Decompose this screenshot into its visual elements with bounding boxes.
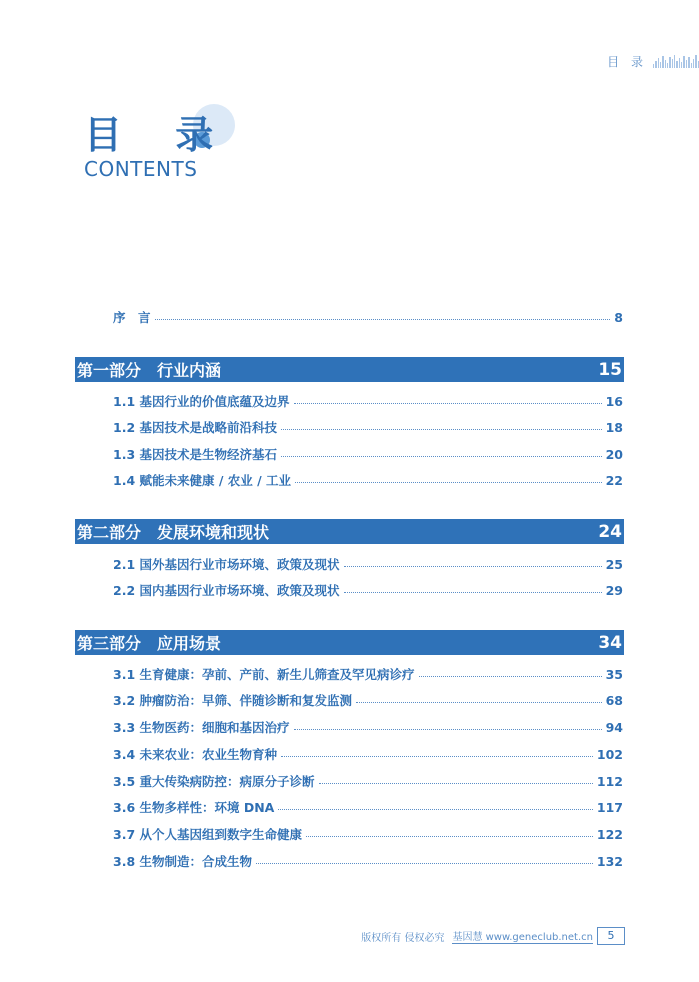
toc-leader-dots <box>419 676 602 677</box>
toc-item-1-2[interactable] <box>113 419 623 435</box>
toc-item-2-1[interactable] <box>113 556 623 572</box>
toc-item-1-3[interactable] <box>113 446 623 462</box>
toc-item-title: 3.1 生育健康：孕前、产前、新生儿筛查及罕见病诊疗 <box>113 667 415 682</box>
toc-item-title: 2.1 国外基因行业市场环境、政策及现状 <box>113 557 340 572</box>
part-title: 第一部分 行业内涵 <box>77 361 222 380</box>
toc-leader-dots <box>294 729 602 730</box>
toc-item-3-3[interactable] <box>113 719 623 735</box>
toc-item-page: 117 <box>596 799 623 815</box>
toc-item-title: 3.7 从个人基因组到数字生命健康 <box>113 827 302 842</box>
toc-leader-dots <box>281 756 593 757</box>
toc-item-title: 3.5 重大传染病防控：病原分子诊断 <box>113 774 315 789</box>
toc-item-title: 3.3 生物医药：细胞和基因治疗 <box>113 720 290 735</box>
toc-part-2[interactable] <box>75 519 624 544</box>
toc-item-page: 35 <box>605 666 623 682</box>
footer-rights: 版权所有 侵权必究 <box>361 932 445 944</box>
toc-item-page: 16 <box>605 393 623 409</box>
toc-leader-dots <box>281 429 602 430</box>
toc-item-title: 1.2 基因技术是战略前沿科技 <box>113 420 277 435</box>
toc-leader-dots <box>306 836 593 837</box>
toc-leader-dots <box>295 482 602 483</box>
toc-item-page: 18 <box>605 419 623 435</box>
toc-item-1-1[interactable] <box>113 393 623 409</box>
toc-leader-dots <box>256 863 593 864</box>
part-page: 15 <box>598 359 622 380</box>
toc-leader-dots <box>344 566 602 567</box>
toc-leader-dots <box>344 592 602 593</box>
barcode-decoration <box>653 54 699 68</box>
toc-leader-dots <box>155 319 611 320</box>
toc-preface[interactable] <box>113 309 623 325</box>
toc-item-3-6[interactable] <box>113 799 623 815</box>
toc-item-page: 22 <box>605 472 623 488</box>
toc-item-page: 102 <box>596 746 623 762</box>
toc-item-3-2[interactable] <box>113 692 623 708</box>
header-label: 目 录 <box>607 54 647 69</box>
toc-item-title: 3.4 未来农业：农业生物育种 <box>113 747 277 762</box>
toc-leader-dots <box>294 403 602 404</box>
page-title-block <box>84 110 254 190</box>
toc-item-title: 3.2 肿瘤防治：早筛、伴随诊断和复发监测 <box>113 693 352 708</box>
toc-item-page: 29 <box>605 582 623 598</box>
toc-item-title: 3.8 生物制造：合成生物 <box>113 854 252 869</box>
toc-item-page: 25 <box>605 556 623 572</box>
toc-item-title: 1.3 基因技术是生物经济基石 <box>113 447 277 462</box>
part-page: 24 <box>598 521 622 542</box>
toc-item-title: 2.2 国内基因行业市场环境、政策及现状 <box>113 583 340 598</box>
toc-item-page: 8 <box>614 309 623 325</box>
toc-leader-dots <box>319 783 593 784</box>
toc-item-1-4[interactable] <box>113 472 623 488</box>
toc-item-title: 序 言 <box>113 310 151 325</box>
toc-item-page: 122 <box>596 826 623 842</box>
page-number: 5 <box>597 927 625 945</box>
part-title: 第二部分 发展环境和现状 <box>77 523 270 542</box>
page-footer <box>361 927 625 945</box>
footer-brand-link[interactable]: 基因慧 www.geneclub.net.cn <box>452 928 593 944</box>
toc-item-title: 1.4 赋能未来健康 / 农业 / 工业 <box>113 473 292 488</box>
toc-part-3[interactable] <box>75 630 624 655</box>
toc-leader-dots <box>281 456 602 457</box>
page-title: 目 录 <box>84 113 234 157</box>
toc-item-title: 1.1 基因行业的价值底蕴及边界 <box>113 394 290 409</box>
page-header <box>607 53 699 69</box>
toc-item-title: 3.6 生物多样性：环境 DNA <box>113 800 275 815</box>
toc-item-3-1[interactable] <box>113 666 623 682</box>
toc-part-1[interactable] <box>75 357 624 382</box>
toc-item-3-5[interactable] <box>113 773 623 789</box>
toc-leader-dots <box>278 809 593 810</box>
toc-item-3-7[interactable] <box>113 826 623 842</box>
toc-item-page: 94 <box>605 719 623 735</box>
toc-item-3-4[interactable] <box>113 746 623 762</box>
toc-item-3-8[interactable] <box>113 853 623 869</box>
part-title: 第三部分 应用场景 <box>77 634 222 653</box>
toc-item-page: 112 <box>596 773 623 789</box>
toc-leader-dots <box>356 702 602 703</box>
toc-item-page: 68 <box>605 692 623 708</box>
toc-item-2-2[interactable] <box>113 582 623 598</box>
part-page: 34 <box>598 632 622 653</box>
toc-item-page: 132 <box>596 853 623 869</box>
page-subtitle: CONTENTS <box>84 157 198 181</box>
toc-item-page: 20 <box>605 446 623 462</box>
